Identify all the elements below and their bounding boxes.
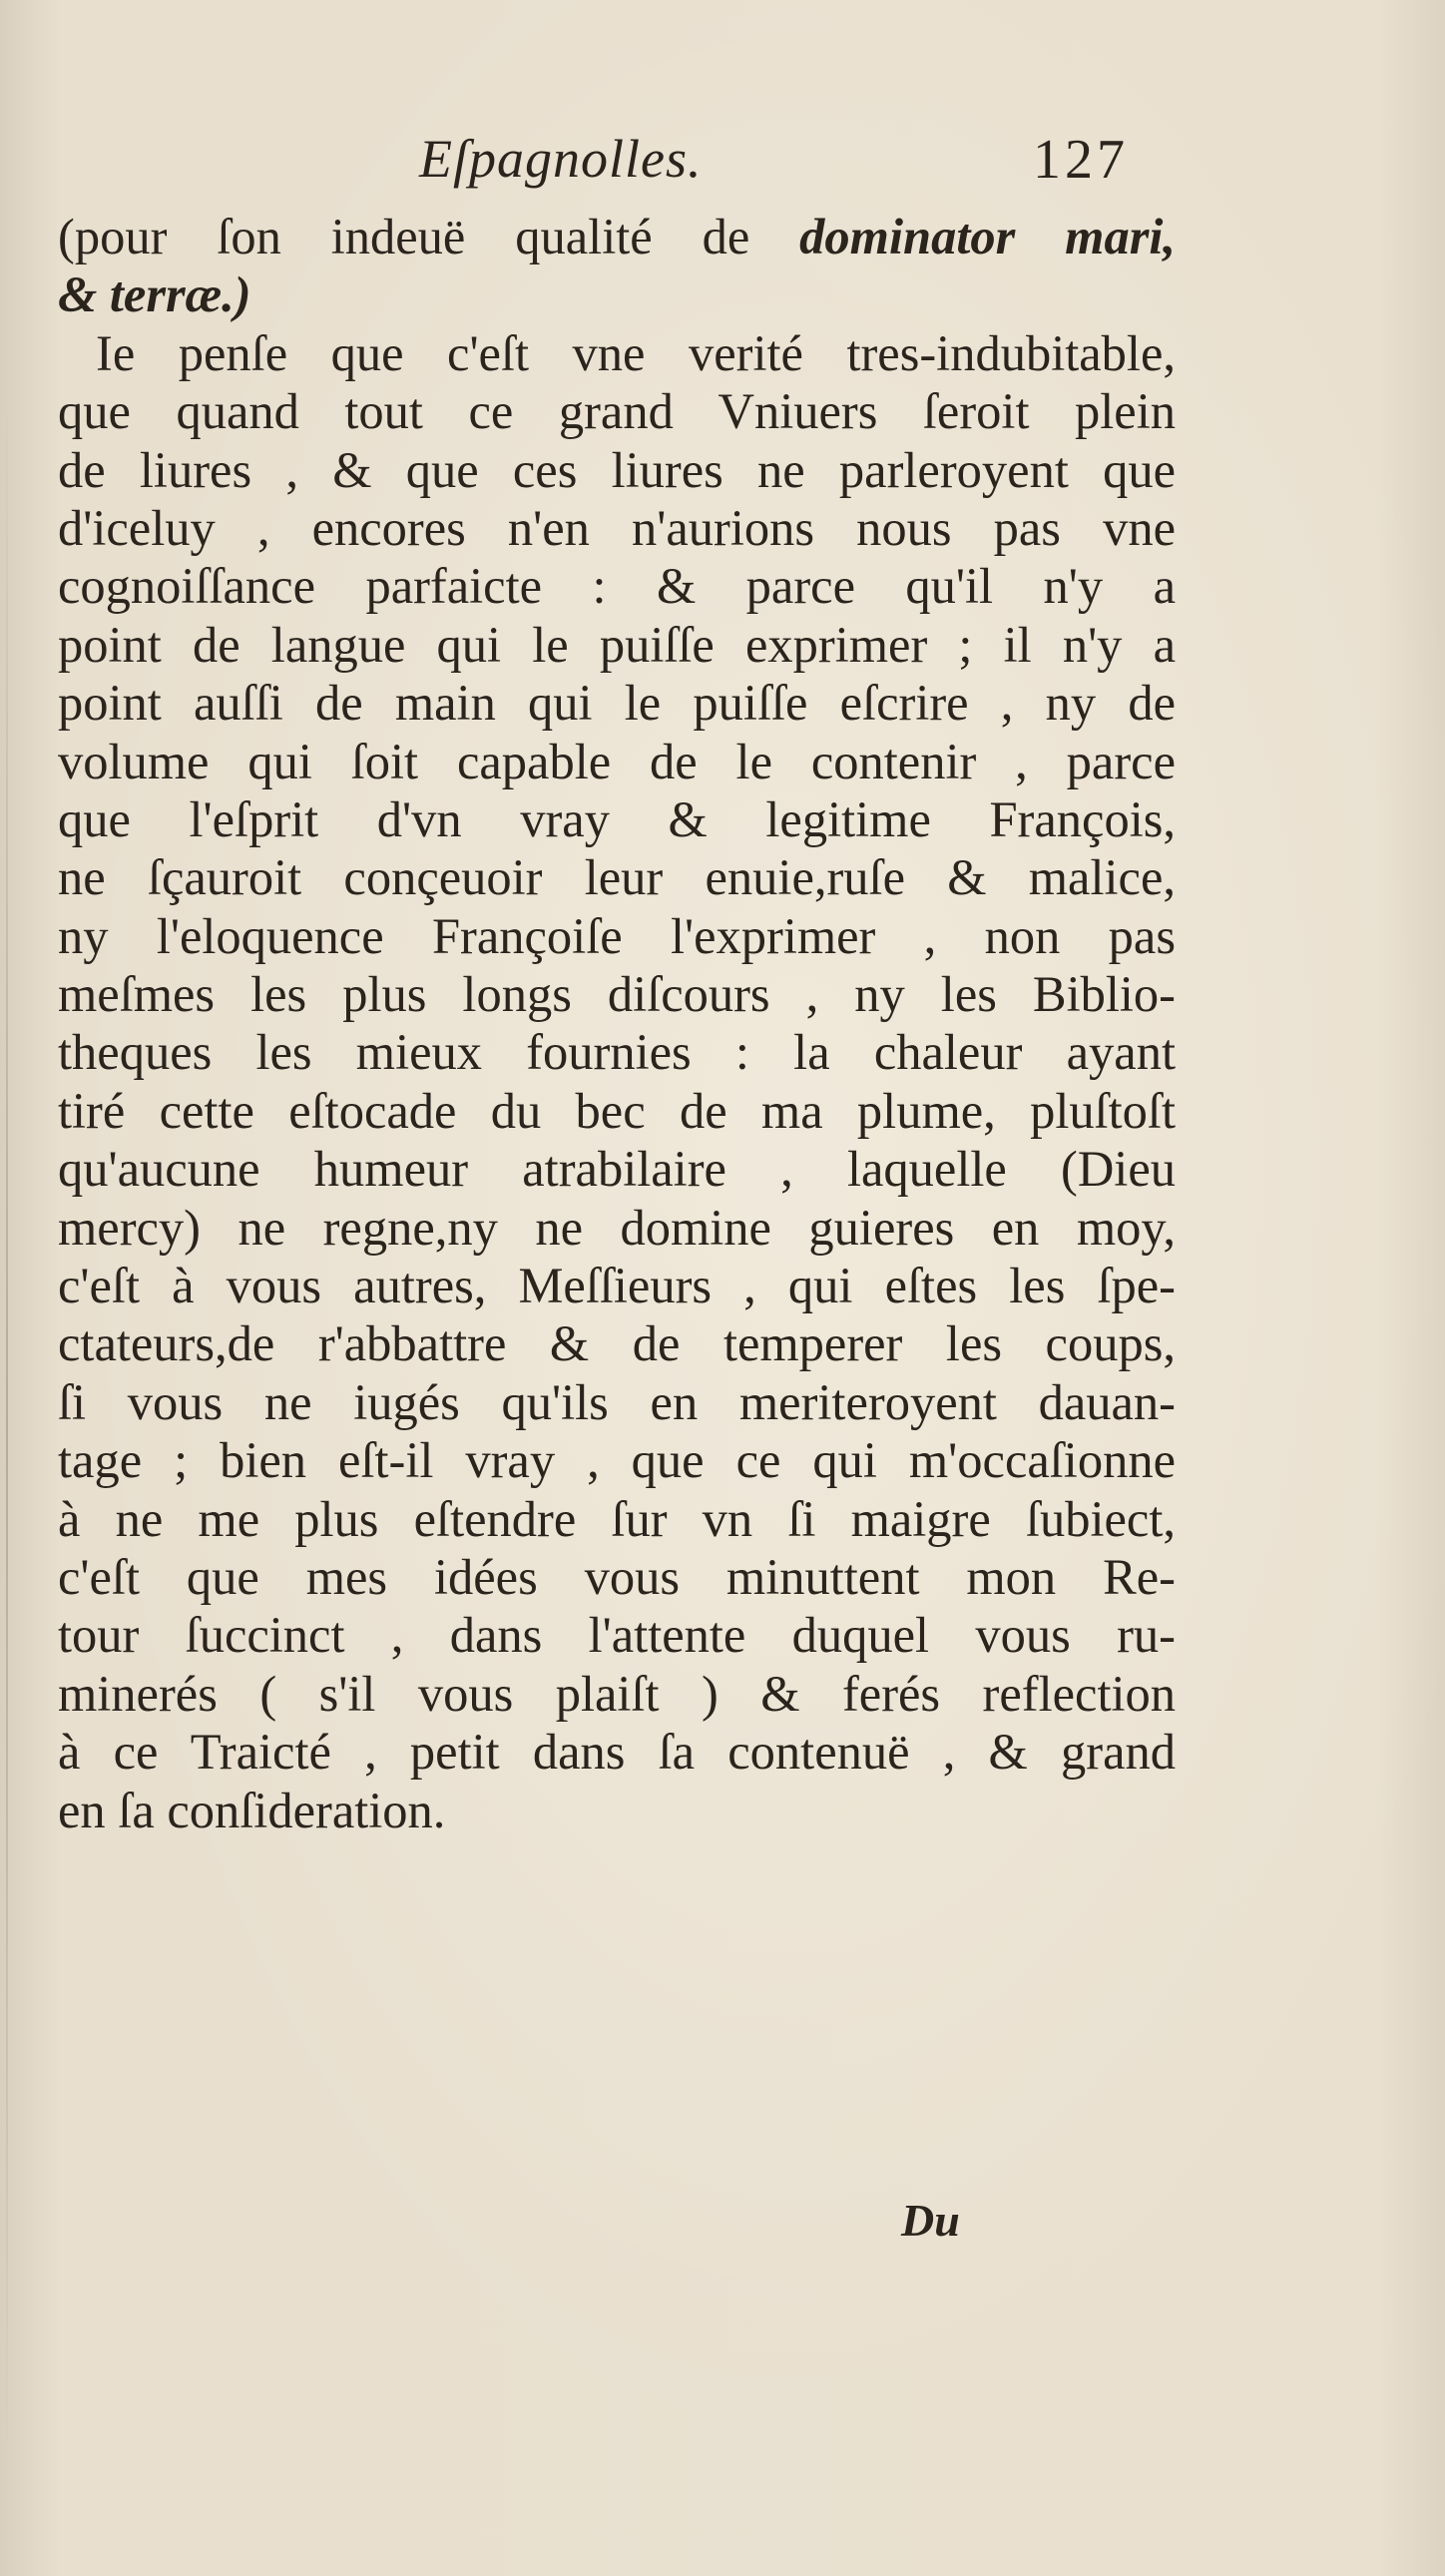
page-edge-shadow	[6, 379, 8, 2475]
text-line: en ſa conſideration.	[58, 1782, 446, 1838]
text-line: volume qui ſoit capable de le contenir , parce	[58, 733, 1176, 789]
latin-phrase: dominator mari,	[799, 209, 1177, 264]
text-line	[58, 208, 1176, 265]
text-line: theques les mieux fournies : la chaleur ayant	[58, 1024, 1176, 1081]
text-line: que l'eſprit d'vn vray & legitime François,	[58, 790, 1176, 847]
text-line: tour ſuccinct , dans l'attente duquel vous ru-	[58, 1607, 1176, 1664]
text-line: que quand tout ce grand Vniuers ſeroit plein	[58, 383, 1176, 440]
text-line: meſmes les plus longs diſcours , ny les Biblio-	[58, 966, 1176, 1023]
body-text	[58, 208, 1176, 1839]
running-head: Eſpagnolles.	[419, 129, 703, 189]
text-line: ne ſçauroit conçeuoir leur enuie,ruſe & malice,	[58, 849, 1176, 906]
text-line: cognoiſſance parfaicte : & parce qu'il n'y a	[58, 558, 1176, 615]
text-line: point de langue qui le puiſſe exprimer ; il n'y a	[58, 616, 1176, 673]
text-fragment: (pour ſon indeuë qualité de	[58, 209, 800, 264]
text-line: tage ; bien eſt-il vray , que ce qui m'occaſionne	[58, 1432, 1176, 1489]
text-line: point auſſi de main qui le puiſſe eſcrire , ny de	[58, 675, 1176, 732]
text-line: qu'aucune humeur atrabilaire , laquelle (Dieu	[58, 1141, 1176, 1198]
text-line: de liures , & que ces liures ne parleroyent que	[58, 441, 1176, 498]
text-line: ctateurs,de r'abbattre & de temperer les coups,	[58, 1315, 1176, 1372]
text-line	[58, 265, 1176, 323]
text-line: minerés ( s'il vous plaiſt ) & ferés reflection	[58, 1665, 1176, 1722]
text-line: d'iceluy , encores n'en n'aurions nous pas vne	[58, 499, 1176, 556]
page-number: 127	[1033, 129, 1129, 191]
text-line: ſi vous ne iugés qu'ils en meriteroyent dauan-	[58, 1373, 1176, 1430]
catchword: Du	[901, 2195, 960, 2246]
text-line: c'eſt à vous autres, Meſſieurs , qui eſtes les ſpe-	[58, 1258, 1176, 1314]
text-line: mercy) ne regne,ny ne domine guieres en moy,	[58, 1199, 1176, 1256]
text-line: Ie penſe que c'eſt vne verité tres-indubitable,	[96, 324, 1176, 381]
text-line: tiré cette eſtocade du bec de ma plume, pluſtoſt	[58, 1082, 1176, 1139]
text-line: à ne me plus eſtendre ſur vn ſi maigre ſubiect,	[58, 1490, 1176, 1547]
text-line: à ce Traicté , petit dans ſa contenuë , & grand	[58, 1724, 1176, 1781]
text-line: ny l'eloquence Françoiſe l'exprimer , non pas	[58, 907, 1176, 964]
latin-phrase: & terræ.)	[58, 266, 251, 323]
page-header	[0, 128, 1445, 198]
text-line: c'eſt que mes idées vous minuttent mon Re-	[58, 1548, 1176, 1605]
